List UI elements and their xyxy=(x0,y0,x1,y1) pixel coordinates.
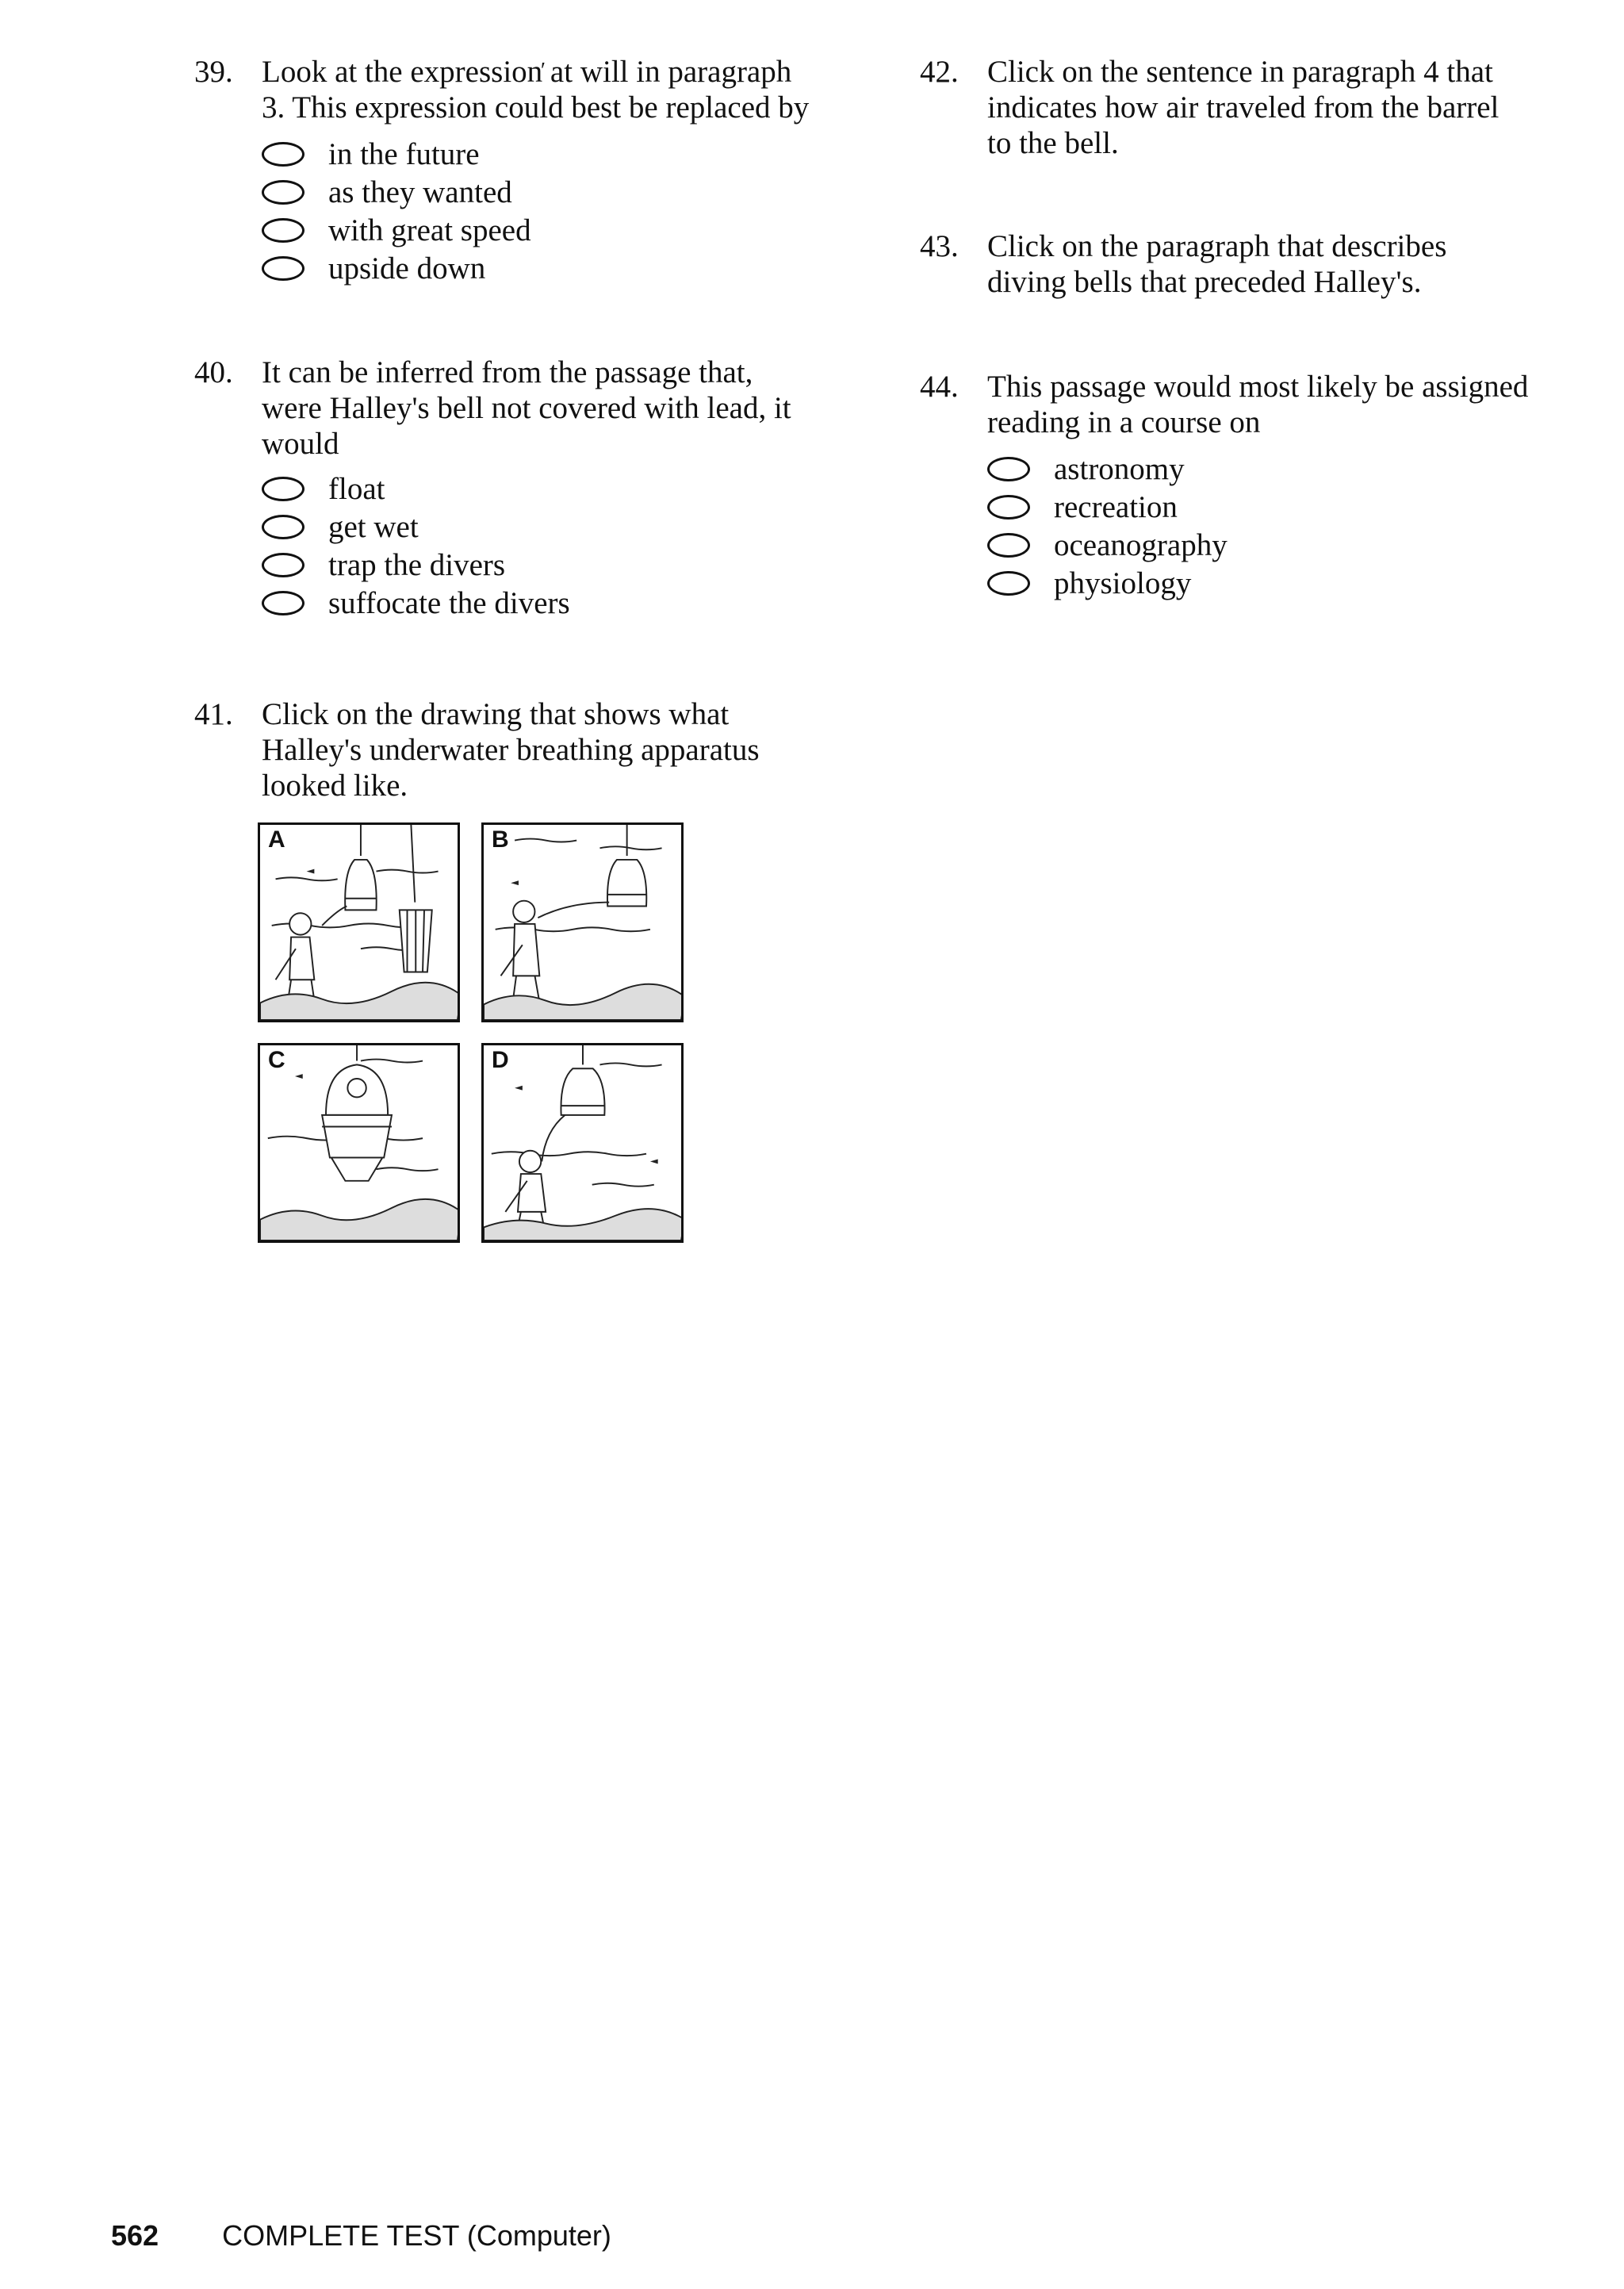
diving-scene-a-icon xyxy=(260,825,458,1020)
option-label: in the future xyxy=(328,136,480,171)
stem-line: Halley's underwater breathing apparatus xyxy=(262,733,760,767)
option-label: with great speed xyxy=(328,213,531,247)
diving-scene-b-icon xyxy=(484,825,681,1020)
option-label: physiology xyxy=(1054,566,1192,600)
radio-oval-icon[interactable] xyxy=(987,457,1030,481)
option-astronomy[interactable] xyxy=(987,450,1228,488)
option-label: upside down xyxy=(328,251,486,286)
option-as-they-wanted[interactable] xyxy=(262,173,531,211)
radio-oval-icon[interactable] xyxy=(987,533,1030,558)
radio-oval-icon[interactable] xyxy=(262,591,304,615)
stem-line: diving bells that preceded Halley's. xyxy=(987,265,1422,299)
stem-line: would xyxy=(262,427,339,461)
question-stem xyxy=(262,696,760,803)
diving-scene-c-icon xyxy=(260,1045,458,1240)
option-label: as they wanted xyxy=(328,174,512,209)
question-stem xyxy=(987,54,1499,161)
page-footer xyxy=(111,2219,611,2253)
option-label: astronomy xyxy=(1054,451,1185,486)
stem-line: It can be inferred from the passage that, xyxy=(262,355,753,389)
question-stem xyxy=(262,54,809,125)
radio-oval-icon[interactable] xyxy=(262,477,304,501)
radio-oval-icon[interactable] xyxy=(262,180,304,205)
option-recreation[interactable] xyxy=(987,488,1228,526)
option-label: float xyxy=(328,471,385,506)
option-label: get wet xyxy=(328,509,419,544)
stem-line: indicates how air traveled from the barrel xyxy=(987,90,1500,125)
option-oceanography[interactable] xyxy=(987,526,1228,564)
stem-line: looked like. xyxy=(262,769,408,803)
highlighted-expression: ′ at will xyxy=(550,55,629,89)
radio-oval-icon[interactable] xyxy=(262,218,304,243)
stem-text: Look at the expression xyxy=(262,55,543,89)
drawing-a[interactable] xyxy=(258,822,460,1022)
stem-line: Click on the drawing that shows what xyxy=(262,697,730,731)
drawing-letter: A xyxy=(268,826,285,853)
options-list xyxy=(262,135,531,287)
stem-line: reading in a course on xyxy=(987,405,1261,439)
footer-title: COMPLETE TEST (Computer) xyxy=(222,2219,611,2252)
option-suffocate-the-divers[interactable] xyxy=(262,584,570,622)
options-list xyxy=(262,470,570,622)
radio-oval-icon[interactable] xyxy=(987,571,1030,596)
question-number: 44. xyxy=(920,370,959,404)
page-number: 562 xyxy=(111,2219,159,2252)
option-physiology[interactable] xyxy=(987,564,1228,602)
question-number: 42. xyxy=(920,55,959,89)
question-number: 41. xyxy=(194,697,233,731)
stem-line: 3. This expression could best be replaced by xyxy=(262,90,810,125)
question-stem xyxy=(987,369,1528,440)
option-upside-down[interactable] xyxy=(262,249,531,287)
drawing-letter: D xyxy=(492,1047,509,1073)
radio-oval-icon[interactable] xyxy=(987,495,1030,520)
question-number: 43. xyxy=(920,229,959,263)
option-trap-the-divers[interactable] xyxy=(262,546,570,584)
option-label: suffocate the divers xyxy=(328,585,570,620)
stem-line: This passage would most likely be assigned xyxy=(987,370,1529,404)
radio-oval-icon[interactable] xyxy=(262,142,304,167)
stem-line: were Halley's bell not covered with lead, it xyxy=(262,391,791,425)
options-list xyxy=(987,450,1228,602)
stem-line: Click on the paragraph that describes xyxy=(987,229,1447,263)
option-with-great-speed[interactable] xyxy=(262,211,531,249)
stem-line: Click on the sentence in paragraph 4 that xyxy=(987,55,1493,89)
stem-line: to the bell. xyxy=(987,126,1119,160)
drawing-choices xyxy=(258,822,686,1247)
option-label: oceanography xyxy=(1054,527,1228,562)
question-stem xyxy=(262,355,791,462)
stem-text: in paragraph xyxy=(636,55,792,89)
option-label: trap the divers xyxy=(328,547,506,582)
drawing-letter: C xyxy=(268,1047,285,1073)
diving-scene-d-icon xyxy=(484,1045,681,1240)
radio-oval-icon[interactable] xyxy=(262,553,304,577)
question-stem xyxy=(987,228,1446,300)
radio-oval-icon[interactable] xyxy=(262,515,304,539)
drawing-b[interactable] xyxy=(481,822,684,1022)
radio-oval-icon[interactable] xyxy=(262,256,304,281)
option-float[interactable] xyxy=(262,470,570,508)
drawing-c[interactable] xyxy=(258,1043,460,1243)
option-in-the-future[interactable] xyxy=(262,135,531,173)
drawing-letter: B xyxy=(492,826,509,853)
drawing-d[interactable] xyxy=(481,1043,684,1243)
option-label: recreation xyxy=(1054,489,1178,524)
question-number: 39. xyxy=(194,55,233,89)
question-number: 40. xyxy=(194,355,233,389)
option-get-wet[interactable] xyxy=(262,508,570,546)
